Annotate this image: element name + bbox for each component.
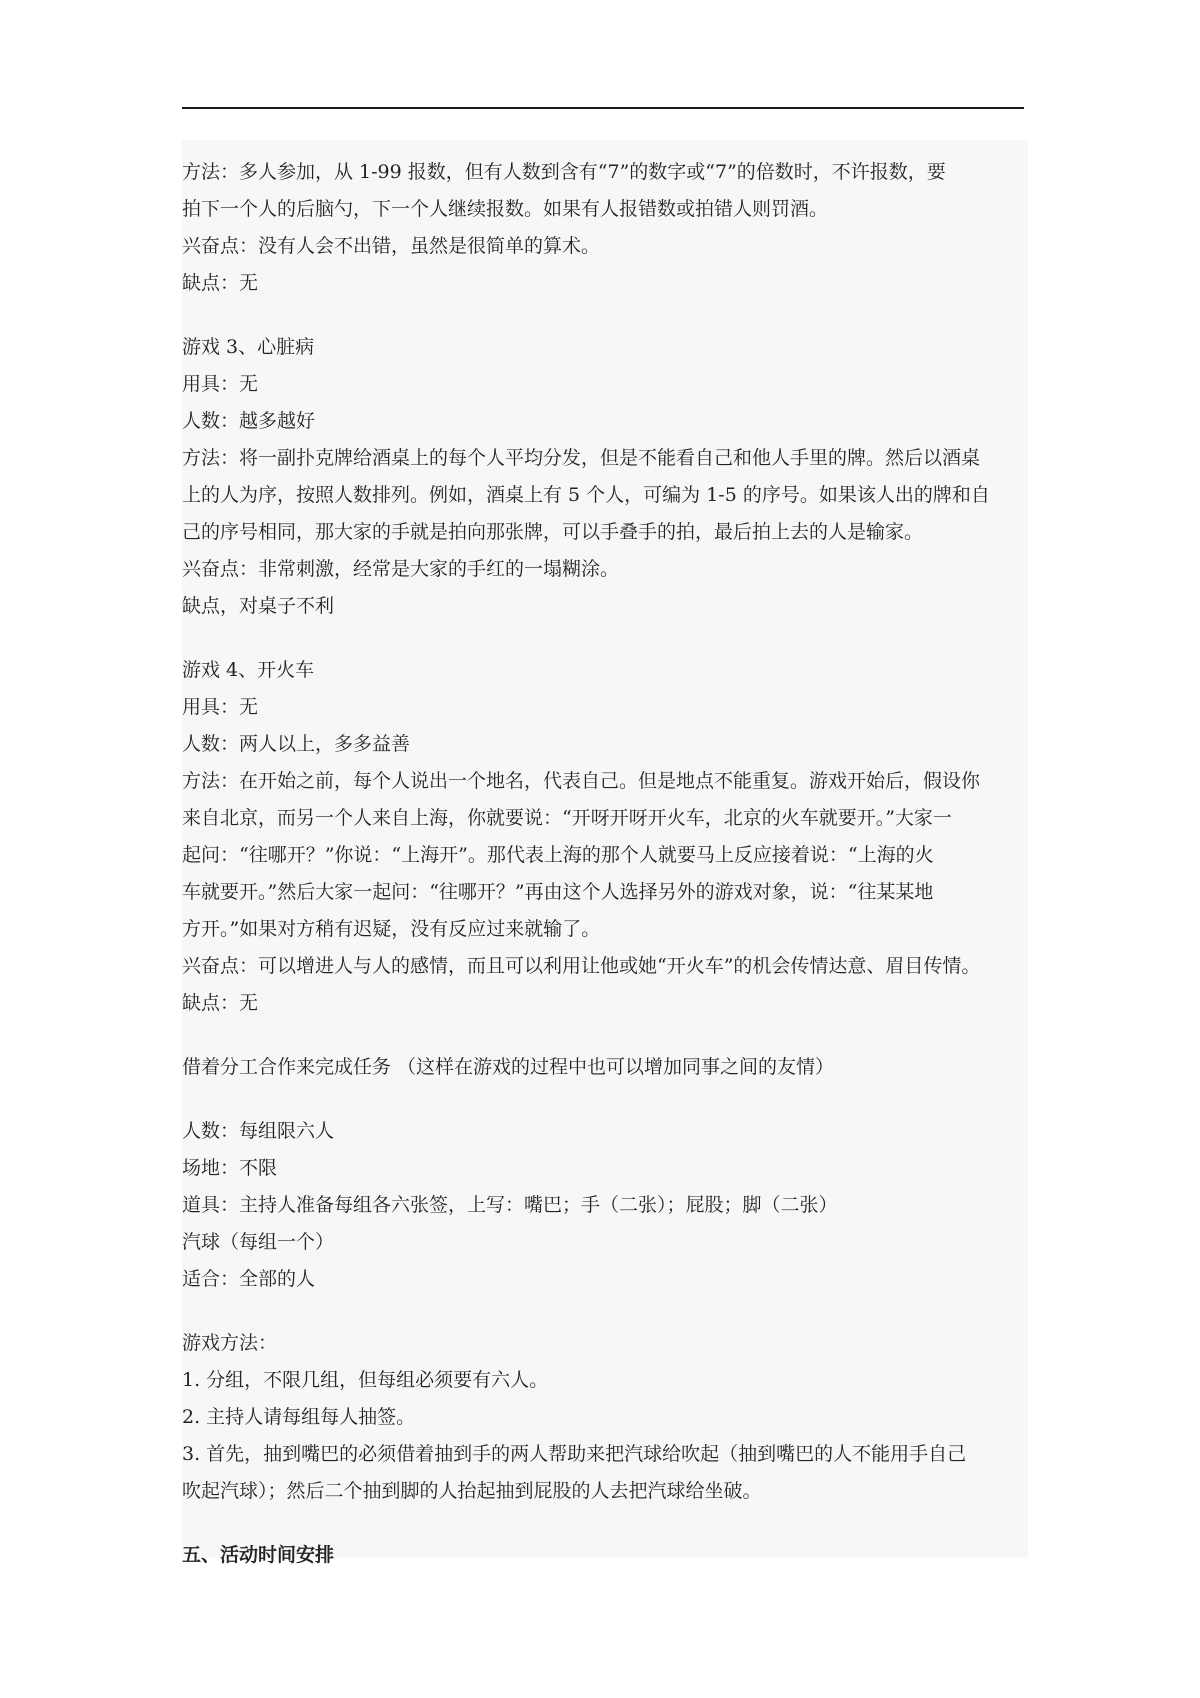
text-line: 来自北京，而另一个人来自上海，你就要说：“开呀开呀开火车，北京的火车就要开。”大家一	[182, 807, 952, 829]
list-item: 3. 首先，抽到嘴巴的必须借着抽到手的两人帮助来把汽球给吹起（抽到嘴巴的人不能用手自己	[182, 1443, 967, 1465]
text-line: 上的人为序，按照人数排列。例如，酒桌上有 5 个人，可编为 1-5 的序号。如果该人出的牌和自	[182, 484, 990, 506]
text-line: 适合：全部的人	[182, 1268, 316, 1290]
header-rule	[182, 107, 1024, 109]
text-line: 方法：将一副扑克牌给酒桌上的每个人平均分发，但是不能看自己和他人手里的牌。然后以酒桌	[182, 447, 981, 469]
text-line: 道具：主持人准备每组各六张签，上写：嘴巴；手（二张）；屁股；脚（二张）	[182, 1194, 838, 1216]
text-line: 起问：“往哪开？”你说：“上海开”。那代表上海的那个人就要马上反应接着说：“上海的火	[182, 844, 934, 866]
paragraph-gap	[182, 625, 1028, 652]
section-heading: 借着分工合作来完成任务 （这样在游戏的过程中也可以增加同事之间的友情）	[182, 1056, 835, 1078]
text-line: 方法：在开始之前，每个人说出一个地名，代表自己。但是地点不能重复。游戏开始后，假设你	[182, 770, 981, 792]
text-line: 游戏方法：	[182, 1332, 278, 1354]
paragraph-gap	[182, 1086, 1028, 1113]
text-line: 缺点：无	[182, 992, 259, 1014]
section-heading: 游戏 3、心脏病	[182, 336, 315, 358]
paragraph-gap	[182, 1510, 1028, 1537]
text-line: 缺点：无	[182, 272, 259, 294]
text-line: 人数：越多越好	[182, 410, 316, 432]
paragraph-gap	[182, 1022, 1028, 1049]
paragraph-gap	[182, 1298, 1028, 1325]
text-line: 汽球（每组一个）	[182, 1231, 335, 1253]
text-line: 方开。”如果对方稍有迟疑，没有反应过来就输了。	[182, 918, 601, 940]
paragraph-gap	[182, 302, 1028, 329]
text-line: 用具：无	[182, 373, 259, 395]
text-line: 方法：多人参加，从 1-99 报数，但有人数到含有“7”的数字或“7”的倍数时，不许报数，要	[182, 161, 946, 183]
section-heading: 游戏 4、开火车	[182, 659, 315, 681]
text-line: 兴奋点：非常刺激，经常是大家的手红的一塌糊涂。	[182, 558, 620, 580]
text-line: 拍下一个人的后脑勺，下一个人继续报数。如果有人报错数或拍错人则罚酒。	[182, 198, 829, 220]
text-line: 人数：两人以上，多多益善	[182, 733, 411, 755]
text-line: 车就要开。”然后大家一起问：“往哪开？”再由这个人选择另外的游戏对象，说：“往某某地	[182, 881, 934, 903]
chapter-heading: 五、活动时间安排	[182, 1544, 335, 1566]
list-item: 2. 主持人请每组每人抽签。	[182, 1406, 416, 1428]
text-line: 人数：每组限六人	[182, 1120, 335, 1142]
list-item-continued: 吹起汽球）；然后二个抽到脚的人抬起抽到屁股的人去把汽球给坐破。	[182, 1480, 762, 1502]
text-line: 兴奋点：没有人会不出错，虽然是很简单的算术。	[182, 235, 601, 257]
text-line: 兴奋点：可以增进人与人的感情，而且可以利用让他或她“开火车”的机会传情达意、眉目传情。	[182, 955, 981, 977]
text-line: 用具：无	[182, 696, 259, 718]
document-body	[182, 140, 1028, 1566]
text-line: 缺点，对桌子不利	[182, 595, 335, 617]
text-line: 己的序号相同，那大家的手就是拍向那张牌，可以手叠手的拍，最后拍上去的人是输家。	[182, 521, 924, 543]
list-item: 1. 分组，不限几组，但每组必须要有六人。	[182, 1369, 549, 1391]
text-line: 场地：不限	[182, 1157, 278, 1179]
